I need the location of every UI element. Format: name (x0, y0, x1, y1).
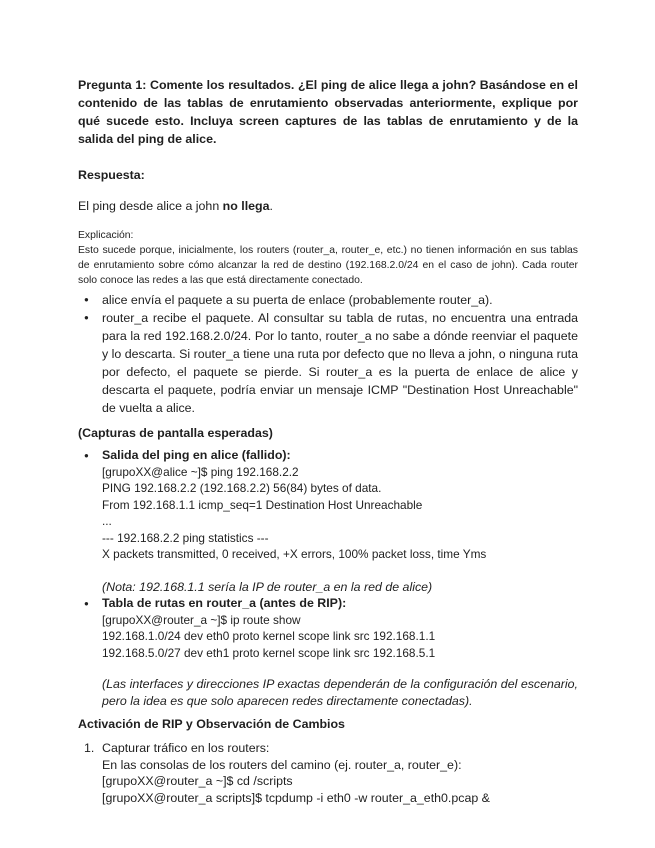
ping-line: PING 192.168.2.2 (192.168.2.2) 56(84) bytes of data. (102, 481, 382, 495)
explanation-label: Explicación: (78, 230, 134, 241)
answer-bold: no llega (222, 199, 270, 213)
step-number: 1. (84, 741, 95, 755)
ping-line: From 192.168.1.1 icmp_seq=1 Destination Host Unreachable (102, 497, 423, 512)
list-item (78, 740, 578, 806)
answer-prefix: El ping desde alice a john (78, 199, 223, 213)
ping-line: ... (102, 514, 112, 528)
captures-list (78, 447, 578, 709)
answer-text (78, 197, 578, 215)
ping-line: --- 192.168.2.2 ping statistics --- (102, 530, 269, 545)
step-title: Capturar tráfico en los routers: (102, 741, 270, 755)
step-line: En las consolas de los routers del camino (ej. router_a, router_e): (102, 757, 462, 772)
document-page (78, 76, 578, 806)
rip-steps (78, 740, 578, 806)
answer-heading: Respuesta: (78, 168, 145, 182)
answer-suffix: . (269, 199, 273, 213)
explanation-bullets (78, 291, 578, 417)
routes-note: (Las interfaces y direcciones IP exactas dependerán de la configuración del escenario, pero la idea es que solo aparecen redes directamente conectadas). (102, 677, 578, 708)
rip-heading: Activación de RIP y Observación de Cambios (78, 717, 345, 731)
routes-title: ● Tabla de rutas en router_a (antes de RIP): (102, 596, 347, 610)
ping-output (102, 464, 578, 563)
ping-line: [grupoXX@alice ~]$ ping 192.168.2.2 (102, 464, 299, 479)
routes-line: [grupoXX@router_a ~]$ ip route show (102, 612, 301, 627)
question-text: Pregunta 1: Comente los resultados. ¿El ping de alice llega a john? Basándose en el contenido de las tablas de enrutamiento observadas anteriormente, explique por qué sucede esto. Incluya screen captures de las tablas de enrutamiento y de la salida del ping de alice. (78, 78, 578, 146)
routes-line: 192.168.1.0/24 dev eth0 proto kernel scope link src 192.168.1.1 (102, 629, 436, 643)
step-line: [grupoXX@router_a ~]$ cd /scripts (102, 774, 293, 788)
routes-output (102, 612, 578, 662)
list-item: ● router_a recibe el paquete. Al consultar su tabla de rutas, no encuentra una entrada para la red 192.168.2.0/24. Por lo tanto, router_a no sabe a dónde reenviar el paquete y lo descarta. Si router_a tiene una ruta por defecto que no lleva a john, o ninguna ruta por defecto, el paquete se pierde. Si router_a es la puerta de enlace de alice y descarta el paquete, podría enviar un mensaje ICMP "Destination Host Unreachable" de vuelta a alice. (78, 309, 578, 417)
list-item: ● alice envía el paquete a su puerta de enlace (probablemente router_a). (78, 291, 578, 309)
routes-line: 192.168.5.0/27 dev eth1 proto kernel scope link src 192.168.5.1 (102, 645, 436, 660)
ping-note: (Nota: 192.168.1.1 sería la IP de router_a en la red de alice) (102, 579, 433, 594)
ping-capture-item (78, 447, 578, 595)
ping-title: ● Salida del ping en alice (fallido): (102, 448, 291, 462)
captures-heading: (Capturas de pantalla esperadas) (78, 426, 273, 440)
step-line: [grupoXX@router_a scripts]$ tcpdump -i eth0 -w router_a_eth0.pcap & (102, 790, 490, 805)
ping-line: X packets transmitted, 0 received, +X errors, 100% packet loss, time Yms (102, 547, 487, 561)
routes-capture-item (78, 595, 578, 709)
explanation-text: Esto sucede porque, inicialmente, los routers (router_a, router_e, etc.) no tienen información en sus tablas de enrutamiento sobre cómo alcanzar la red de destino (192.168.2.0/24 en el caso de john). Cada router solo conoce las redes a las que está directamente conectado. (78, 245, 578, 286)
